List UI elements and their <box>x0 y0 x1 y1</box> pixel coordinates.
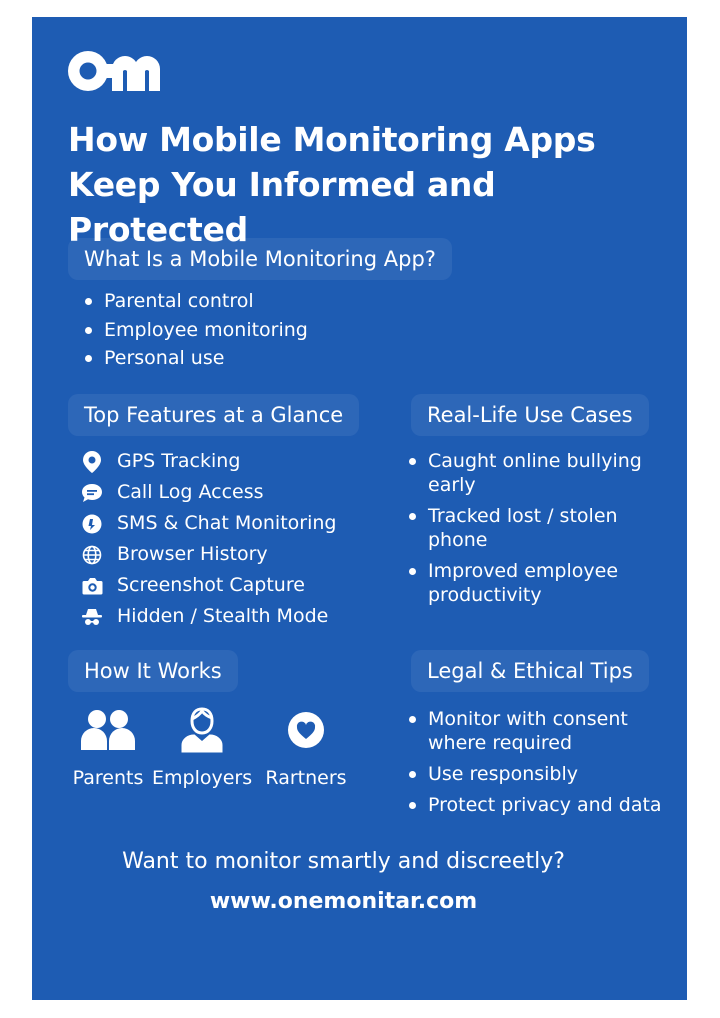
cases-heading: Real-Life Use Cases <box>411 394 649 436</box>
list-item: Monitor with consent where required <box>407 707 662 755</box>
employer-icon <box>152 705 252 755</box>
legal-heading: Legal & Ethical Tips <box>411 650 649 692</box>
feature-label: Screenshot Capture <box>117 574 305 596</box>
group-partners <box>261 705 351 789</box>
camera-icon <box>81 575 103 597</box>
feature-label: GPS Tracking <box>117 450 241 472</box>
group-label: Parents <box>72 767 144 789</box>
feature-item <box>81 446 336 477</box>
feature-item <box>81 477 336 508</box>
feature-item <box>81 539 336 570</box>
message-icon <box>81 513 103 535</box>
list-item: Improved employee productivity <box>407 559 647 607</box>
location-pin-icon <box>81 451 103 473</box>
features-list <box>81 446 336 632</box>
feature-label: SMS & Chat Monitoring <box>117 512 337 534</box>
list-item: Personal use <box>83 344 308 373</box>
globe-icon <box>81 544 103 566</box>
brand-logo <box>68 47 176 97</box>
feature-item <box>81 601 336 632</box>
feature-label: Browser History <box>117 543 268 565</box>
list-item: Tracked lost / stolen phone <box>407 504 647 552</box>
poster <box>32 17 687 1000</box>
group-employers <box>152 705 252 789</box>
list-item: Protect privacy and data <box>407 793 662 817</box>
stealth-icon <box>81 606 103 628</box>
chat-bubble-icon <box>81 482 103 504</box>
list-item: Use responsibly <box>407 762 662 786</box>
parents-icon <box>72 705 144 755</box>
list-item: Caught online bullying early <box>407 449 647 497</box>
what-list <box>83 287 308 373</box>
cases-list <box>407 449 647 614</box>
group-label: Rartners <box>265 767 347 789</box>
group-label: Employers <box>152 767 253 789</box>
feature-label: Hidden / Stealth Mode <box>117 605 329 627</box>
feature-item <box>81 508 336 539</box>
legal-list <box>407 707 662 824</box>
feature-item <box>81 570 336 601</box>
what-heading: What Is a Mobile Monitoring App? <box>68 238 452 280</box>
list-item: Parental control <box>83 287 308 316</box>
feature-label: Call Log Access <box>117 481 264 503</box>
how-heading: How It Works <box>68 650 238 692</box>
features-heading: Top Features at a Glance <box>68 394 359 436</box>
cta-question: Want to monitor smartly and discreetly? <box>122 849 565 874</box>
page-title <box>68 117 678 252</box>
title-line-2: Keep You Informed and Protected <box>68 165 496 249</box>
list-item: Employee monitoring <box>83 316 308 345</box>
website-link[interactable]: www.onemonitar.com <box>209 889 478 914</box>
group-parents <box>72 705 144 789</box>
title-line-1: How Mobile Monitoring Apps <box>68 120 596 159</box>
heart-icon <box>261 705 351 755</box>
